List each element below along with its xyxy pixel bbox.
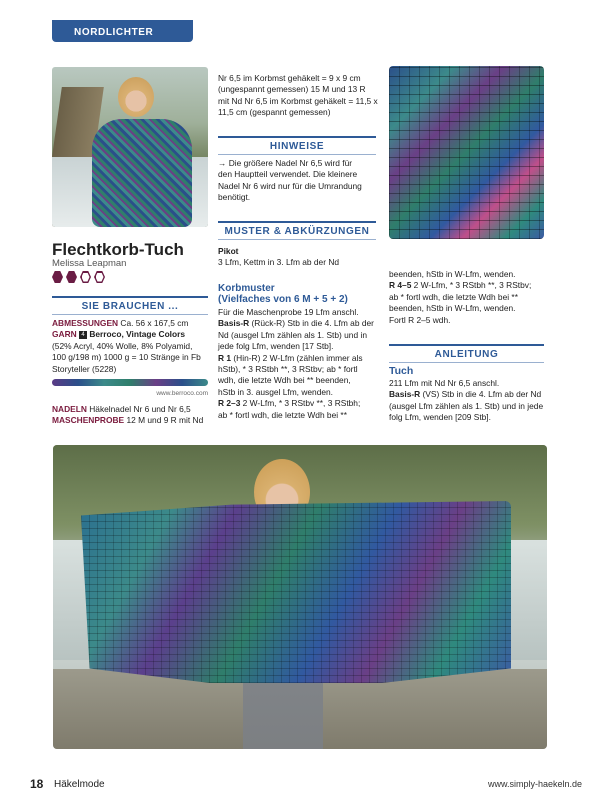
r45-line: Fortl R 2–5 wdh. <box>389 314 451 325</box>
stitch-swatch-photo <box>389 66 544 239</box>
korbmuster-sub: (Vielfaches von 6 M + 5 + 2) <box>218 294 348 305</box>
yarn-weight-icon: 4 <box>79 331 87 339</box>
difficulty-empty-icon <box>80 271 91 283</box>
r45-line: ab * fortl wdh, die letzte Wdh bei ** <box>389 291 518 302</box>
probe-continued <box>218 73 380 119</box>
r1-label: R 1 <box>218 352 232 363</box>
tuch-basis-line: (ausgel Lfm zählen als 1. Stb) und in jede <box>389 400 544 411</box>
hinweise-heading: HINWEISE <box>218 136 376 155</box>
hinweise-line: benötigt. <box>218 192 251 203</box>
garn-label: GARN <box>52 329 77 340</box>
difficulty-empty-icon <box>94 271 105 283</box>
probe-line: mit Nd Nr 6,5 im Korbmst gehäkelt = 11,5 x <box>218 95 378 106</box>
pattern-title: Flechtkorb-Tuch <box>52 240 184 259</box>
r1-line: hStb in 3. ausgel Lfm, wenden. <box>218 386 333 397</box>
tuch-title: Tuch <box>389 365 414 377</box>
hinweise-line: → Die größere Nadel Nr 6,5 wird für <box>218 158 353 168</box>
tools-block <box>52 404 212 427</box>
r23-label: R 2–3 <box>218 398 241 409</box>
garn-line: (52% Acryl, 40% Wolle, 8% Polyamid, <box>52 340 193 351</box>
r23-continued: beenden, hStb in W-Lfm, wenden. <box>389 269 516 279</box>
nadeln-label: NADELN <box>52 404 87 414</box>
model-photo-small <box>52 67 208 227</box>
probe-line: Nr 6,5 im Korbmst gehäkelt = 9 x 9 cm <box>218 73 361 83</box>
r45-line: 2 W-Lfm, * 3 RStbh **, 3 RStbv; <box>411 280 532 291</box>
model-photo-large <box>53 445 547 749</box>
nadeln-value: Häkelnadel Nr 6 und Nr 6,5 <box>89 404 191 414</box>
r45-label: R 4–5 <box>389 280 412 291</box>
difficulty-filled-icon <box>52 271 63 283</box>
tuch-basis-line: (VS) Stb in die 4. Lfm ab der Nd <box>420 389 542 400</box>
basis-line: Nd (ausgel Lfm zählen als 1. Stb) und in <box>218 329 367 340</box>
hinweise-line: den Hauptteil verwendet. Die kleinere <box>218 169 358 180</box>
r1-line: wdh, die letzte Wdh bei ** beenden, <box>218 375 351 386</box>
r23-line: ab * fortl wdh, die letzte Wdh bei ** <box>218 409 347 420</box>
hinweise-block <box>218 158 380 204</box>
maschenprobe-value: 12 M und 9 R mit Nd <box>126 415 204 426</box>
tuch-block <box>389 365 551 424</box>
right-instructions <box>389 269 549 326</box>
korbmuster-heading <box>218 283 348 305</box>
probe-line: 11,5 cm (gespannt gemessen) <box>218 107 331 118</box>
basis-line: jede folg Lfm, wenden [17 Stb]. <box>218 341 334 352</box>
garn-brand: Berroco, Vintage Colors <box>89 329 186 340</box>
r1-line: (Hin-R) 2 W-Lfm (zählen immer als <box>231 352 363 363</box>
yarn-color-strip <box>52 379 208 386</box>
footer-url[interactable]: www.simply-haekeln.de <box>487 779 582 789</box>
section-tab <box>52 20 193 42</box>
garn-line: 100 g/198 m) 1000 g = 10 Stränge in Fb <box>52 352 201 363</box>
tuch-basis-label: Basis-R <box>389 389 421 400</box>
pikot-title: Pikot <box>218 246 239 256</box>
berroco-link[interactable]: www.berroco.com <box>156 390 208 397</box>
abmessungen-label: ABMESSUNGEN <box>52 318 119 328</box>
hinweise-line: Nadel Nr 6 wird nur für die Umrandung <box>218 180 362 191</box>
section-tab-label: NORDLICHTER <box>74 27 154 38</box>
pattern-author: Melissa Leapman <box>52 258 127 269</box>
magazine-name: Häkelmode <box>54 779 105 790</box>
korbmuster-intro: Für die Maschenprobe 19 Lfm anschl. <box>218 307 359 317</box>
r23-line: 2 W-Lfm, * 3 RStbv **, 3 RStbh; <box>240 398 361 409</box>
anleitung-heading: ANLEITUNG <box>389 344 544 363</box>
basis-line: (Rück-R) Stb in die 4. Lfm ab der <box>249 318 374 329</box>
korbmuster-title: Korbmuster <box>218 283 275 294</box>
materials-block <box>52 318 212 375</box>
sie-brauchen-heading: SIE BRAUCHEN ... <box>52 296 208 315</box>
korbmuster-instructions <box>218 307 384 421</box>
pikot-block <box>218 246 380 269</box>
tuch-intro: 211 Lfm mit Nd Nr 6,5 anschl. <box>389 378 500 388</box>
difficulty-filled-icon <box>66 271 77 283</box>
r45-line: beenden, hStb in W-Lfm, wenden. <box>389 303 516 314</box>
probe-line: (ungespannt gemessen) 15 M und 13 R <box>218 84 366 95</box>
basis-label: Basis-R <box>218 318 250 329</box>
garn-line: Storyteller (5228) <box>52 363 117 374</box>
difficulty-rating <box>52 271 105 283</box>
page-number: 18 <box>30 777 44 791</box>
muster-heading: MUSTER & ABKÜRZUNGEN <box>218 221 376 240</box>
tuch-basis-line: folg Lfm, wenden [209 Stb]. <box>389 412 491 423</box>
r1-line: hStb), * 3 RStbh **, 3 RStbv; ab * fortl <box>218 364 358 375</box>
maschenprobe-label: MASCHENPROBE <box>52 415 125 426</box>
abmessungen-value: Ca. 56 x 167,5 cm <box>120 318 189 328</box>
pikot-text: 3 Lfm, Kettm in 3. Lfm ab der Nd <box>218 257 340 268</box>
